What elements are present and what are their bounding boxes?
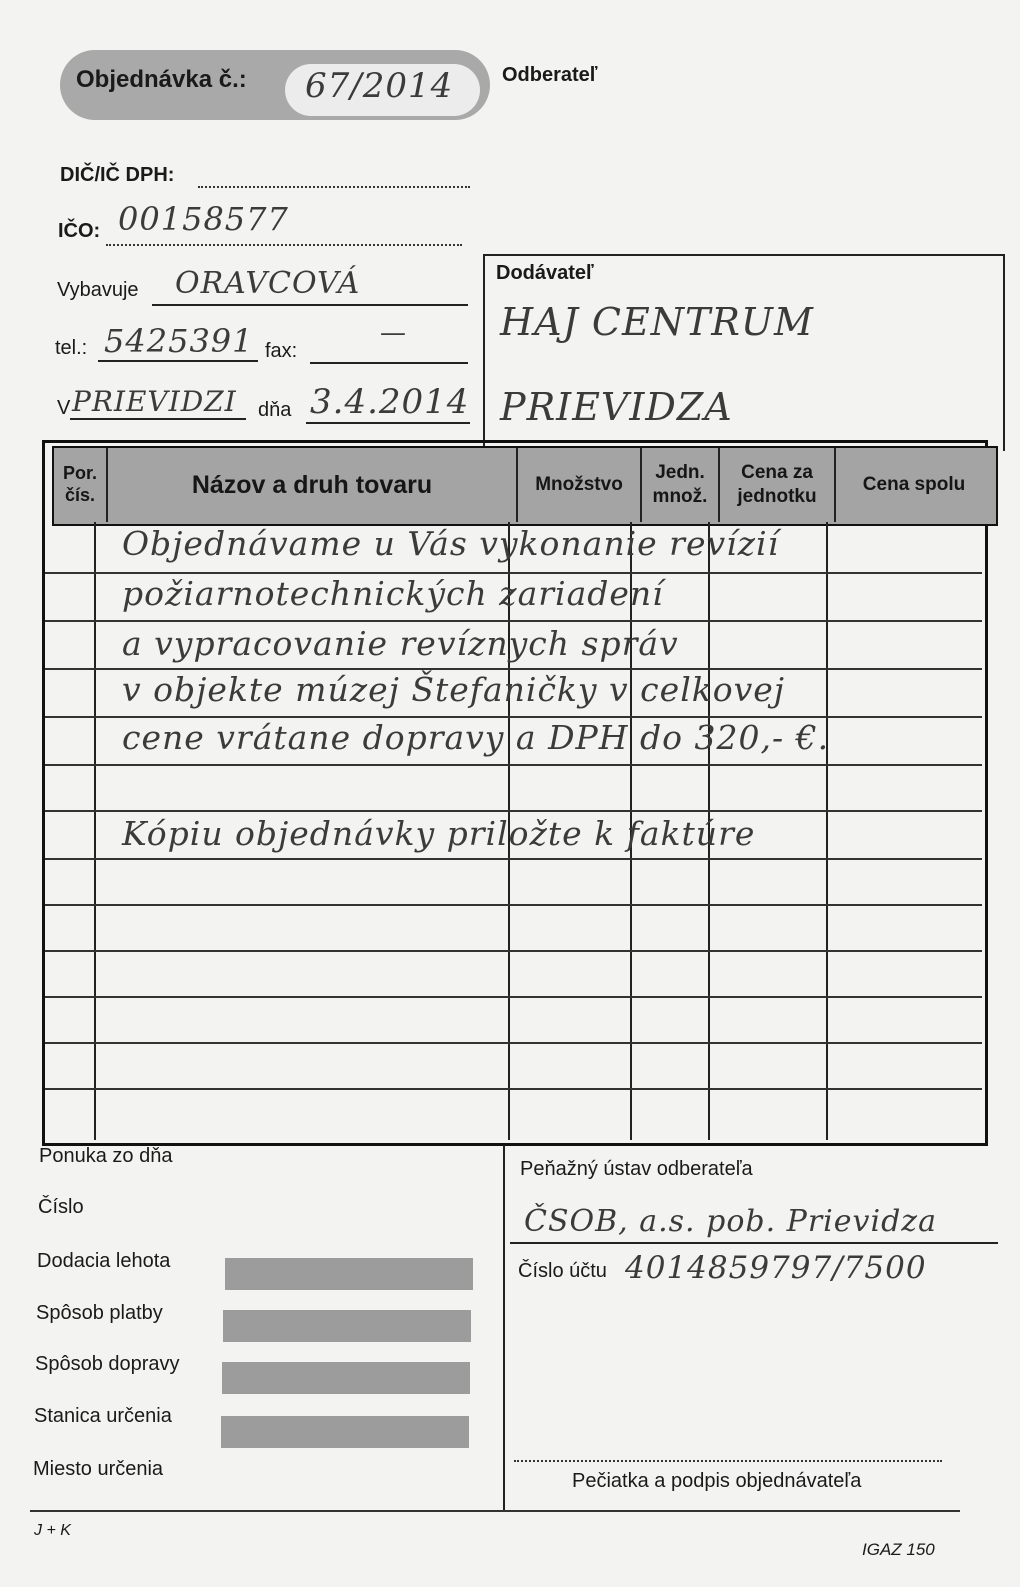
ico-value[interactable]: 00158577 (118, 200, 289, 238)
payment-method-label: Spôsob platby (36, 1302, 163, 1324)
table-row (45, 996, 982, 998)
destination-place-label: Miesto určenia (33, 1458, 164, 1480)
form-code: IGAZ 150 (862, 1540, 935, 1559)
place-value[interactable]: PRIEVIDZI (72, 385, 237, 418)
destination-station-label: Stanica určenia (34, 1405, 172, 1427)
table-row (45, 764, 982, 766)
supplier-city[interactable]: PRIEVIDZA (500, 385, 733, 429)
col-header-number: Por. čís. (62, 463, 97, 505)
tel-label: tel.: (55, 337, 88, 359)
delivery-term-label: Dodacia lehota (37, 1250, 171, 1272)
bank-field-line (510, 1242, 998, 1244)
col-header-unit: Jedn. množ. (652, 462, 708, 507)
header-divider (516, 448, 518, 522)
table-row (45, 620, 982, 622)
col-header-item-name: Názov a druh tovaru (191, 470, 433, 499)
table-row (45, 1042, 982, 1044)
order-text-line[interactable]: v objekte múzej Štefaničky v celkovej (122, 670, 786, 709)
transport-method-label: Spôsob dopravy (35, 1353, 180, 1375)
date-field-line (306, 422, 470, 424)
ico-label: IČO: (58, 220, 101, 242)
account-label: Číslo účtu (518, 1260, 607, 1282)
customer-label: Odberateľ (502, 64, 598, 86)
header-divider (106, 448, 108, 522)
date-value[interactable]: 3.4.2014 (310, 382, 470, 422)
fax-label: fax: (265, 340, 298, 362)
col-header-quantity: Množstvo (535, 474, 623, 495)
order-text-line[interactable]: a vypracovanie revíznych správ (122, 624, 679, 663)
supplier-name[interactable]: HAJ CENTRUM (500, 300, 814, 344)
account-value[interactable]: 4014859797/7500 (625, 1250, 927, 1286)
supplier-label: Dodávateľ (496, 262, 594, 284)
left-mark: J + K (34, 1522, 71, 1539)
number-label: Číslo (38, 1196, 84, 1218)
destination-station-field[interactable] (221, 1416, 469, 1448)
footer-divider (503, 1145, 505, 1510)
delivery-term-field[interactable] (225, 1258, 473, 1290)
table-row (45, 950, 982, 952)
col-header-total: Cena spolu (862, 474, 966, 495)
column-divider (94, 522, 96, 1140)
handled-by-value[interactable]: ORAVCOVÁ (175, 266, 361, 301)
order-number-value[interactable]: 67/2014 (305, 66, 454, 106)
offer-date-label: Ponuka zo dňa (39, 1145, 173, 1167)
table-row (45, 858, 982, 860)
transport-method-field[interactable] (222, 1362, 470, 1394)
payment-method-field[interactable] (223, 1310, 471, 1342)
ico-field-line (106, 244, 462, 246)
order-text-line[interactable]: Kópiu objednávky priložte k faktúre (122, 814, 756, 853)
bottom-rule (30, 1510, 960, 1512)
table-row (45, 904, 982, 906)
fax-field-line (310, 362, 468, 364)
order-number-label: Objednávka č.: (76, 66, 247, 93)
fax-value[interactable]: — (380, 318, 407, 348)
order-text-line[interactable]: požiarnotechnických zariadení (122, 574, 664, 613)
place-label: V (57, 397, 71, 419)
header-divider (834, 448, 836, 522)
stamp-signature-label: Pečiatka a podpis objednávateľa (572, 1470, 862, 1492)
bank-label: Peňažný ústav odberateľa (520, 1158, 753, 1180)
bank-value[interactable]: ČSOB, a.s. pob. Prievidza (524, 1204, 937, 1239)
header-divider (640, 448, 642, 522)
order-text-line[interactable]: cene vrátane dopravy a DPH do 320,- €. (122, 718, 830, 757)
tel-field-line (98, 360, 258, 362)
handled-by-label: Vybavuje (57, 279, 139, 301)
date-label: dňa (258, 399, 292, 421)
col-header-unit-price: Cena za jednotku (737, 462, 817, 507)
tel-value[interactable]: 5425391 (104, 322, 254, 360)
place-field-line (70, 418, 246, 420)
signature-line[interactable] (514, 1460, 942, 1462)
table-row (45, 810, 982, 812)
header-divider (718, 448, 720, 522)
column-divider (826, 522, 828, 1140)
vat-id-field[interactable] (198, 186, 470, 188)
vat-id-label: DIČ/IČ DPH: (60, 164, 175, 186)
order-text-line[interactable]: Objednávame u Vás vykonanie revízií (122, 524, 780, 563)
handled-by-field-line (152, 304, 468, 306)
table-row (45, 1088, 982, 1090)
